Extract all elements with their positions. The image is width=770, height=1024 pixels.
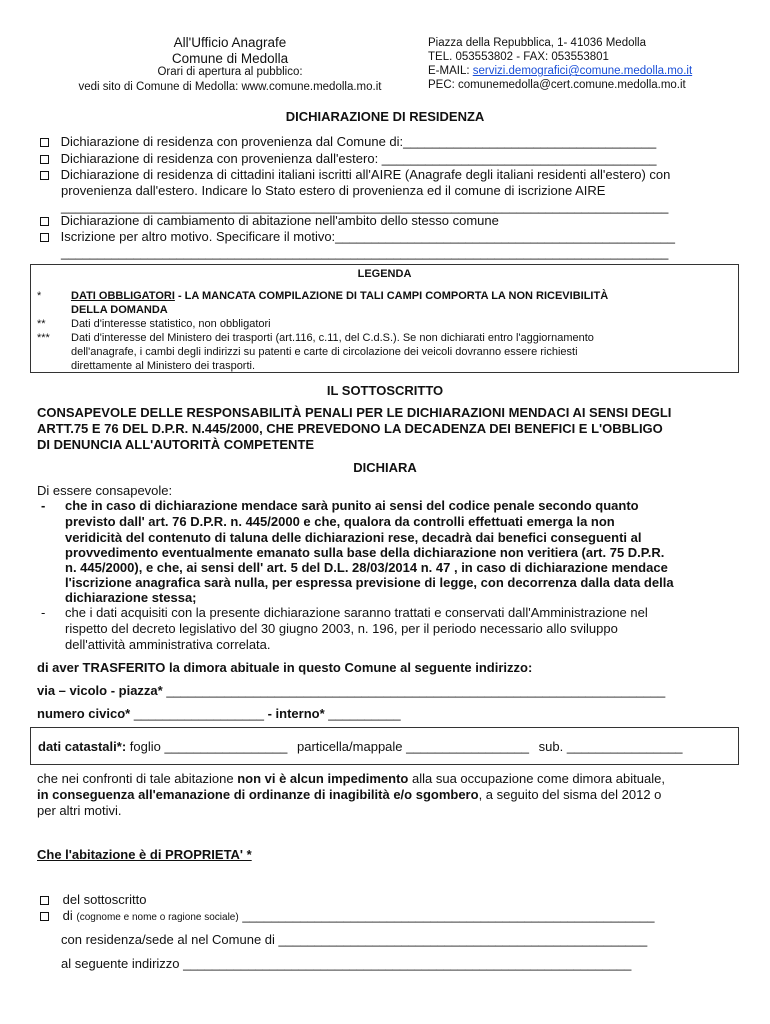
impediment-line2 bbox=[37, 787, 661, 802]
house-number-input[interactable]: __________________ bbox=[133, 706, 264, 721]
owner-other-label: di bbox=[62, 908, 73, 923]
impediment-text-e: , a seguito del sisma del 2012 o bbox=[478, 787, 662, 802]
bullet1-line3: veridicità del contenuto di taluna delle dichiarazioni rese, decadrà dai benefici conseguenti al bbox=[65, 530, 642, 545]
checkbox[interactable] bbox=[40, 171, 49, 180]
owner-name-input[interactable]: _________________________________________________________ bbox=[242, 908, 655, 923]
legend-transport-line2: dell'anagrafe, i cambi degli indirizzi su patenti e carte di circolazione dei veicoli dovranno essere richiesti bbox=[71, 346, 578, 358]
bullet2-line3: dell'attività amministrativa correlata. bbox=[65, 637, 271, 652]
bullet-dash: - bbox=[41, 498, 46, 513]
owner-address-field[interactable]: al seguente indirizzo ______________________________________________________________ bbox=[61, 956, 632, 971]
checkbox[interactable] bbox=[40, 896, 49, 905]
ownership-heading: Che l'abitazione è di PROPRIETA' * bbox=[37, 847, 252, 862]
option-change-address[interactable] bbox=[40, 213, 499, 228]
legend-box bbox=[30, 264, 739, 373]
legend-required-label: DATI OBBLIGATORI bbox=[71, 290, 175, 302]
particella-input[interactable]: particella/mappale _________________ bbox=[297, 739, 530, 754]
interior-input[interactable]: __________ bbox=[328, 706, 401, 721]
impediment-line1 bbox=[37, 771, 665, 786]
cadastre-label: dati catastali*: bbox=[38, 739, 127, 754]
page-title: DICHIARAZIONE DI RESIDENZA bbox=[285, 109, 485, 124]
legend-transport-line3: direttamente al Ministero dei trasporti. bbox=[71, 360, 256, 372]
bullet1-line2: previsto dall' art. 76 D.P.R. n. 445/2000 e che, qualora da controlli effettuati emerga la non bbox=[65, 514, 615, 529]
foglio-input[interactable]: foglio _________________ bbox=[129, 739, 288, 754]
bullet-dash: - bbox=[41, 605, 46, 620]
option-label: Iscrizione per altro motivo. Specificare il motivo:_______________________________________________ bbox=[60, 229, 675, 244]
owner-self-option[interactable] bbox=[40, 892, 146, 907]
legend-transport-line1: Dati d'interesse del Ministero dei trasporti (art.116, c.11, del C.d.S.). Se non dichiarati entro l'aggiornamento bbox=[71, 332, 594, 344]
municipality-name: Comune di Medolla bbox=[171, 51, 289, 66]
option-aire[interactable] bbox=[40, 167, 670, 182]
impediment-line3: per altri motivi. bbox=[37, 803, 122, 818]
awareness-line3: DI DENUNCIA ALL'AUTORITÀ COMPETENTE bbox=[37, 437, 315, 452]
bullet1-line6: l'iscrizione anagrafica sarà nulla, per espressa previsione di legge, con decorrenza dalla data della bbox=[65, 575, 674, 590]
house-number-field[interactable] bbox=[37, 706, 401, 721]
legend-mark-required: * bbox=[37, 290, 42, 302]
legend-statistical: Dati d'interesse statistico, non obbligatori bbox=[71, 318, 271, 330]
option-from-municipality[interactable] bbox=[40, 134, 656, 149]
legend-mark-statistical: ** bbox=[37, 318, 46, 330]
option-label: Dichiarazione di cambiamento di abitazione nell'ambito dello stesso comune bbox=[60, 213, 499, 228]
cadastre-row bbox=[38, 739, 683, 754]
bullet2-line2: rispetto del decreto legislativo del 30 giugno 2003, n. 196, per il periodo necessario allo sviluppo bbox=[65, 621, 618, 636]
office-pec: PEC: comunemedolla@cert.comune.medolla.mo.it bbox=[428, 79, 686, 91]
checkbox[interactable] bbox=[40, 912, 49, 921]
office-address: Piazza della Repubblica, 1- 41036 Medolla bbox=[428, 37, 647, 49]
bullet2-line1: che i dati acquisiti con la presente dichiarazione saranno trattati e conservati dall'Amministrazione nel bbox=[65, 605, 648, 620]
awareness-intro: Di essere consapevole: bbox=[37, 483, 173, 498]
legend-title: LEGENDA bbox=[357, 268, 412, 280]
signatory-heading: IL SOTTOSCRITTO bbox=[326, 383, 444, 398]
impediment-text-a: che nei confronti di tale abitazione bbox=[37, 771, 238, 786]
office-phone: TEL. 053553802 - FAX: 053553801 bbox=[428, 51, 609, 63]
office-email-line bbox=[428, 65, 692, 77]
awareness-line1: CONSAPEVOLE DELLE RESPONSABILITÀ PENALI PER LE DICHIARAZIONI MENDACI AI SENSI DEGLI bbox=[37, 405, 672, 420]
option-label: Dichiarazione di residenza con provenienza dall'estero: ______________________________________ bbox=[60, 151, 657, 166]
aire-input-line[interactable]: ____________________________________________________________________________________ bbox=[61, 199, 669, 214]
impediment-text-c: alla sua occupazione come dimora abituale, bbox=[408, 771, 665, 786]
option-label: Dichiarazione di residenza di cittadini italiani iscritti all'AIRE (Anagrafe degli italiani residenti all'estero) con bbox=[60, 167, 671, 182]
bullet1-line5: n. 445/2000), e che, ai sensi dell' art. 5 del D.L. 28/03/2014 n. 47 , in caso di dichiarazione mendace bbox=[65, 560, 668, 575]
declares-heading: DICHIARA bbox=[353, 460, 417, 475]
owner-other-option[interactable] bbox=[40, 908, 654, 923]
option-label: Dichiarazione di residenza con provenienza dal Comune di:___________________________________ bbox=[60, 134, 657, 149]
bullet1-line7: dichiarazione stessa; bbox=[65, 590, 197, 605]
office-title: All'Ufficio Anagrafe bbox=[173, 35, 287, 50]
legend-required bbox=[71, 290, 608, 302]
email-link[interactable]: servizi.demografici@comune.medolla.mo.it bbox=[472, 65, 693, 77]
legend-required-line2: DELLA DOMANDA bbox=[71, 304, 168, 316]
sub-input[interactable]: sub. ________________ bbox=[538, 739, 683, 754]
website-line: vedi sito di Comune di Medolla: www.comune.medolla.mo.it bbox=[78, 81, 382, 93]
checkbox[interactable] bbox=[40, 155, 49, 164]
house-number-label: numero civico* bbox=[37, 706, 131, 721]
impediment-text-b: non vi è alcun impedimento bbox=[237, 771, 409, 786]
checkbox[interactable] bbox=[40, 138, 49, 147]
owner-other-hint: (cognome e nome o ragione sociale) bbox=[76, 912, 239, 923]
email-label: E-MAIL: bbox=[428, 65, 470, 77]
street-input[interactable]: _____________________________________________________________________ bbox=[166, 683, 666, 698]
other-reason-input-line[interactable]: ____________________________________________________________________________________ bbox=[61, 245, 669, 260]
owner-residence-field[interactable]: con residenza/sede al nel Comune di ___________________________________________________ bbox=[61, 932, 648, 947]
impediment-text-d: in conseguenza all'emanazione di ordinanze di inagibilità e/o sgombero bbox=[37, 787, 479, 802]
option-from-abroad[interactable] bbox=[40, 151, 657, 166]
option-other-reason[interactable] bbox=[40, 229, 675, 244]
owner-self-label: del sottoscritto bbox=[62, 892, 147, 907]
legend-required-text: - LA MANCATA COMPILAZIONE DI TALI CAMPI COMPORTA LA NON RICEVIBILITÀ bbox=[174, 290, 609, 302]
street-field[interactable] bbox=[37, 683, 665, 698]
street-label: via – vicolo - piazza* bbox=[37, 683, 163, 698]
checkbox[interactable] bbox=[40, 233, 49, 242]
cadastre-box bbox=[30, 727, 739, 765]
checkbox[interactable] bbox=[40, 217, 49, 226]
interior-label: - interno* bbox=[267, 706, 325, 721]
bullet1-line4: provvedimento eventualmente emanato sulla base della dichiarazione non veritiera (art. 75 D.P.R. bbox=[65, 545, 665, 560]
opening-hours-label: Orari di apertura al pubblico: bbox=[157, 66, 303, 78]
option-aire-line2: provenienza dall'estero. Indicare lo Stato estero di provenienza ed il comune di iscrizione AIRE bbox=[61, 183, 606, 198]
bullet1-line1: che in caso di dichiarazione mendace sarà punito ai sensi del codice penale secondo quanto bbox=[65, 498, 639, 513]
transfer-statement: di aver TRASFERITO la dimora abituale in questo Comune al seguente indirizzo: bbox=[37, 660, 533, 675]
legend-mark-transport: *** bbox=[37, 332, 50, 344]
awareness-line2: ARTT.75 E 76 DEL D.P.R. N.445/2000, CHE PREVEDONO LA DECADENZA DEI BENEFICI E L'OBBLIGO bbox=[37, 421, 663, 436]
